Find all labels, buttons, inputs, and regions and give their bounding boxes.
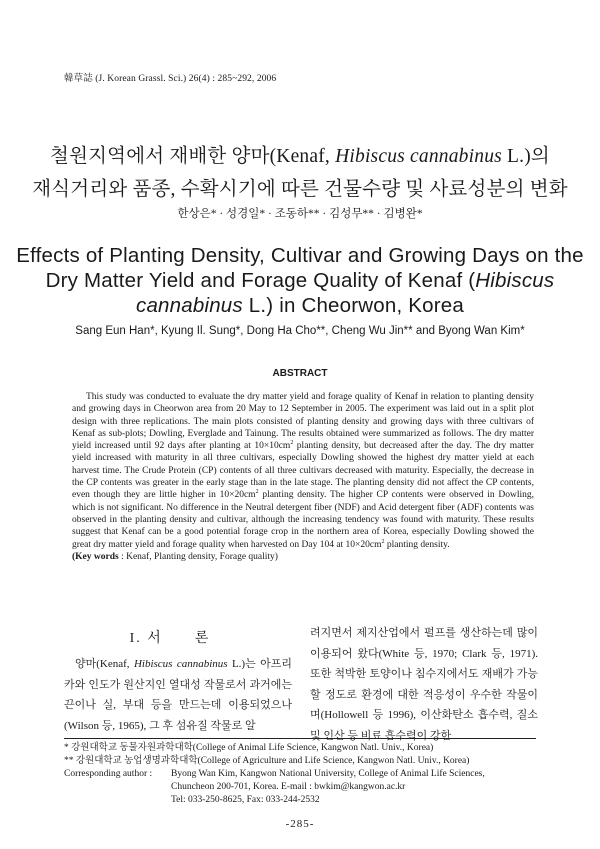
abstract-sup-2: 2 [255,489,259,496]
english-title-line-3-post: L.) in Cheorwon, Korea [242,294,464,317]
affiliation-2: ** 강원대학교 농업생명과학대학(College of Agriculture and Life Science, Kangwon Natl. Univ., Korea) [64,756,470,766]
page-number: -285- [285,818,315,830]
intro-right-column: 려지면서 제지산업에서 펄프를 생산하는데 많이 이용되어 왔다(White 등, 1970; Clark 등, 1971). 또한 척박한 토양이나 침수지에서도 재배가 가능할 정도로 환경에 대한 적응성이 우수한 작물이며(Hollowell 등 1996), 이산화탄소 흡수력, 질소 및 인산 등 비료 흡수력이 강한 [310,627,538,742]
corresponding-author-line-3: Tel: 033-250-8625, Fax: 033-244-2532 [171,795,320,805]
abstract-sup-3: 2 [381,538,385,545]
footnotes [64,742,540,807]
intro-left-text-1: 양마(Kenaf, [75,658,134,670]
keywords-label: (Key words [72,551,119,562]
abstract-body [72,391,534,563]
intro-left-column [64,654,292,736]
korean-authors: 한상은* · 성경일* · 조동하** · 김성무** · 김병완* [177,208,423,220]
corresponding-author [64,768,540,781]
corresponding-author-line-2: Chuncheon 200-701, Korea. E-mail : bwkim@kangwon.ac.kr [171,782,406,792]
english-title-line-2 [0,269,600,293]
keywords [72,551,534,563]
footnote-divider [64,738,536,739]
korean-title-line-1 [0,140,600,168]
journal-header: 韓草誌 (J. Korean Grassl. Sci.) 26(4) : 285~292, 2006 [64,74,277,84]
intro-left-species: Hibiscus cannabinus [133,658,228,670]
korean-title-line-1-pre: 철원지역에서 재배한 양마(Kenaf, [50,146,336,167]
abstract-text-4: planting density. [384,539,450,550]
abstract-text-3: planting density. The higher CP contents were observed in Dowling, which is not significant. No difference in the Neutral detergent fiber (NDF) and Acid detergent fiber (ADF) contents was observed in the planting density and cultivar, although the increasing tendency was found with maturity. These results suggest that Kenaf can be a good potential forage crop in the northern area of Korea, especially Dowling showed the great dry matter yield and forage quality when harvested on Day 104 at 10×20cm [72,490,534,550]
keywords-text: : Kenaf, Planting density, Forage quality) [118,551,278,562]
english-title-genus: Hibiscus [475,269,555,292]
korean-title-line-2: 재식거리와 품종, 수확시기에 따른 건물수량 및 사료성분의 변화 [32,179,568,200]
english-title-line-3 [0,294,600,318]
affiliation-1: * 강원대학교 동물자원과학대학(College of Animal Life Science, Kangwon Natl. Univ., Korea) [64,743,434,753]
corresponding-author-label: Corresponding author : [64,769,153,779]
english-authors: Sang Eun Han*, Kyung Il. Sung*, Dong Ha Cho**, Cheng Wu Jin** and Byong Wan Kim* [75,325,525,337]
corresponding-author-address [64,781,540,807]
section-heading: I. 서 론 [129,631,211,646]
korean-title-line-1-post: L.)의 [501,146,550,167]
english-title-line-1: Effects of Planting Density, Cultivar and Growing Days on the [16,244,584,267]
abstract-sup-1: 2 [290,440,294,447]
abstract-text-1: This study was conducted to evaluate the dry matter yield and forage quality of Kenaf in relation to planting density and growing days in Cheorwon area from 20 May to 12 September in 2005. The experiment was laid out in a split plot design with three replications. The main plots consisted of planting density and growing days with three cultivars of Kenaf as sub-plots; Dowling, Everglade and Tainung. The results obtained were summarized as follows. The dry matter yield increased until 92 days after planting at 10×10cm [72,392,534,452]
korean-title-species: Hibiscus cannabinus [335,146,502,167]
abstract-heading: ABSTRACT [272,368,328,379]
corresponding-author-text: Byong Wan Kim, Kangwon National University, College of Animal Life Sciences, [171,769,485,779]
intro-left-text-2: L.)는 아프리카와 인도가 원산지인 열대성 작물로서 과거에는 끈이나 실, 부대 등을 만드는데 이용되었으나(Wilson 등, 1965), 그 후 섬유질 작물로 알 [64,658,292,732]
english-title-species: cannabinus [136,294,243,317]
abstract-text-2: planting density, but decreased after the day. The dry matter yield increased with maturity in all three cultivars, especially Dowling showed the highest dry matter yield at each harvest time. The Crude Protein (CP) contents of all three cultivars decreased with maturity. Especially, the decrease in the CP contents was greater in the early stage than in the late stage. The planting density did not affect the CP contents, even though they are little higher in 10×20cm [72,441,534,501]
abstract-paragraph [72,391,534,551]
english-title-line-2-pre: Dry Matter Yield and Forage Quality of Kenaf ( [45,269,476,292]
